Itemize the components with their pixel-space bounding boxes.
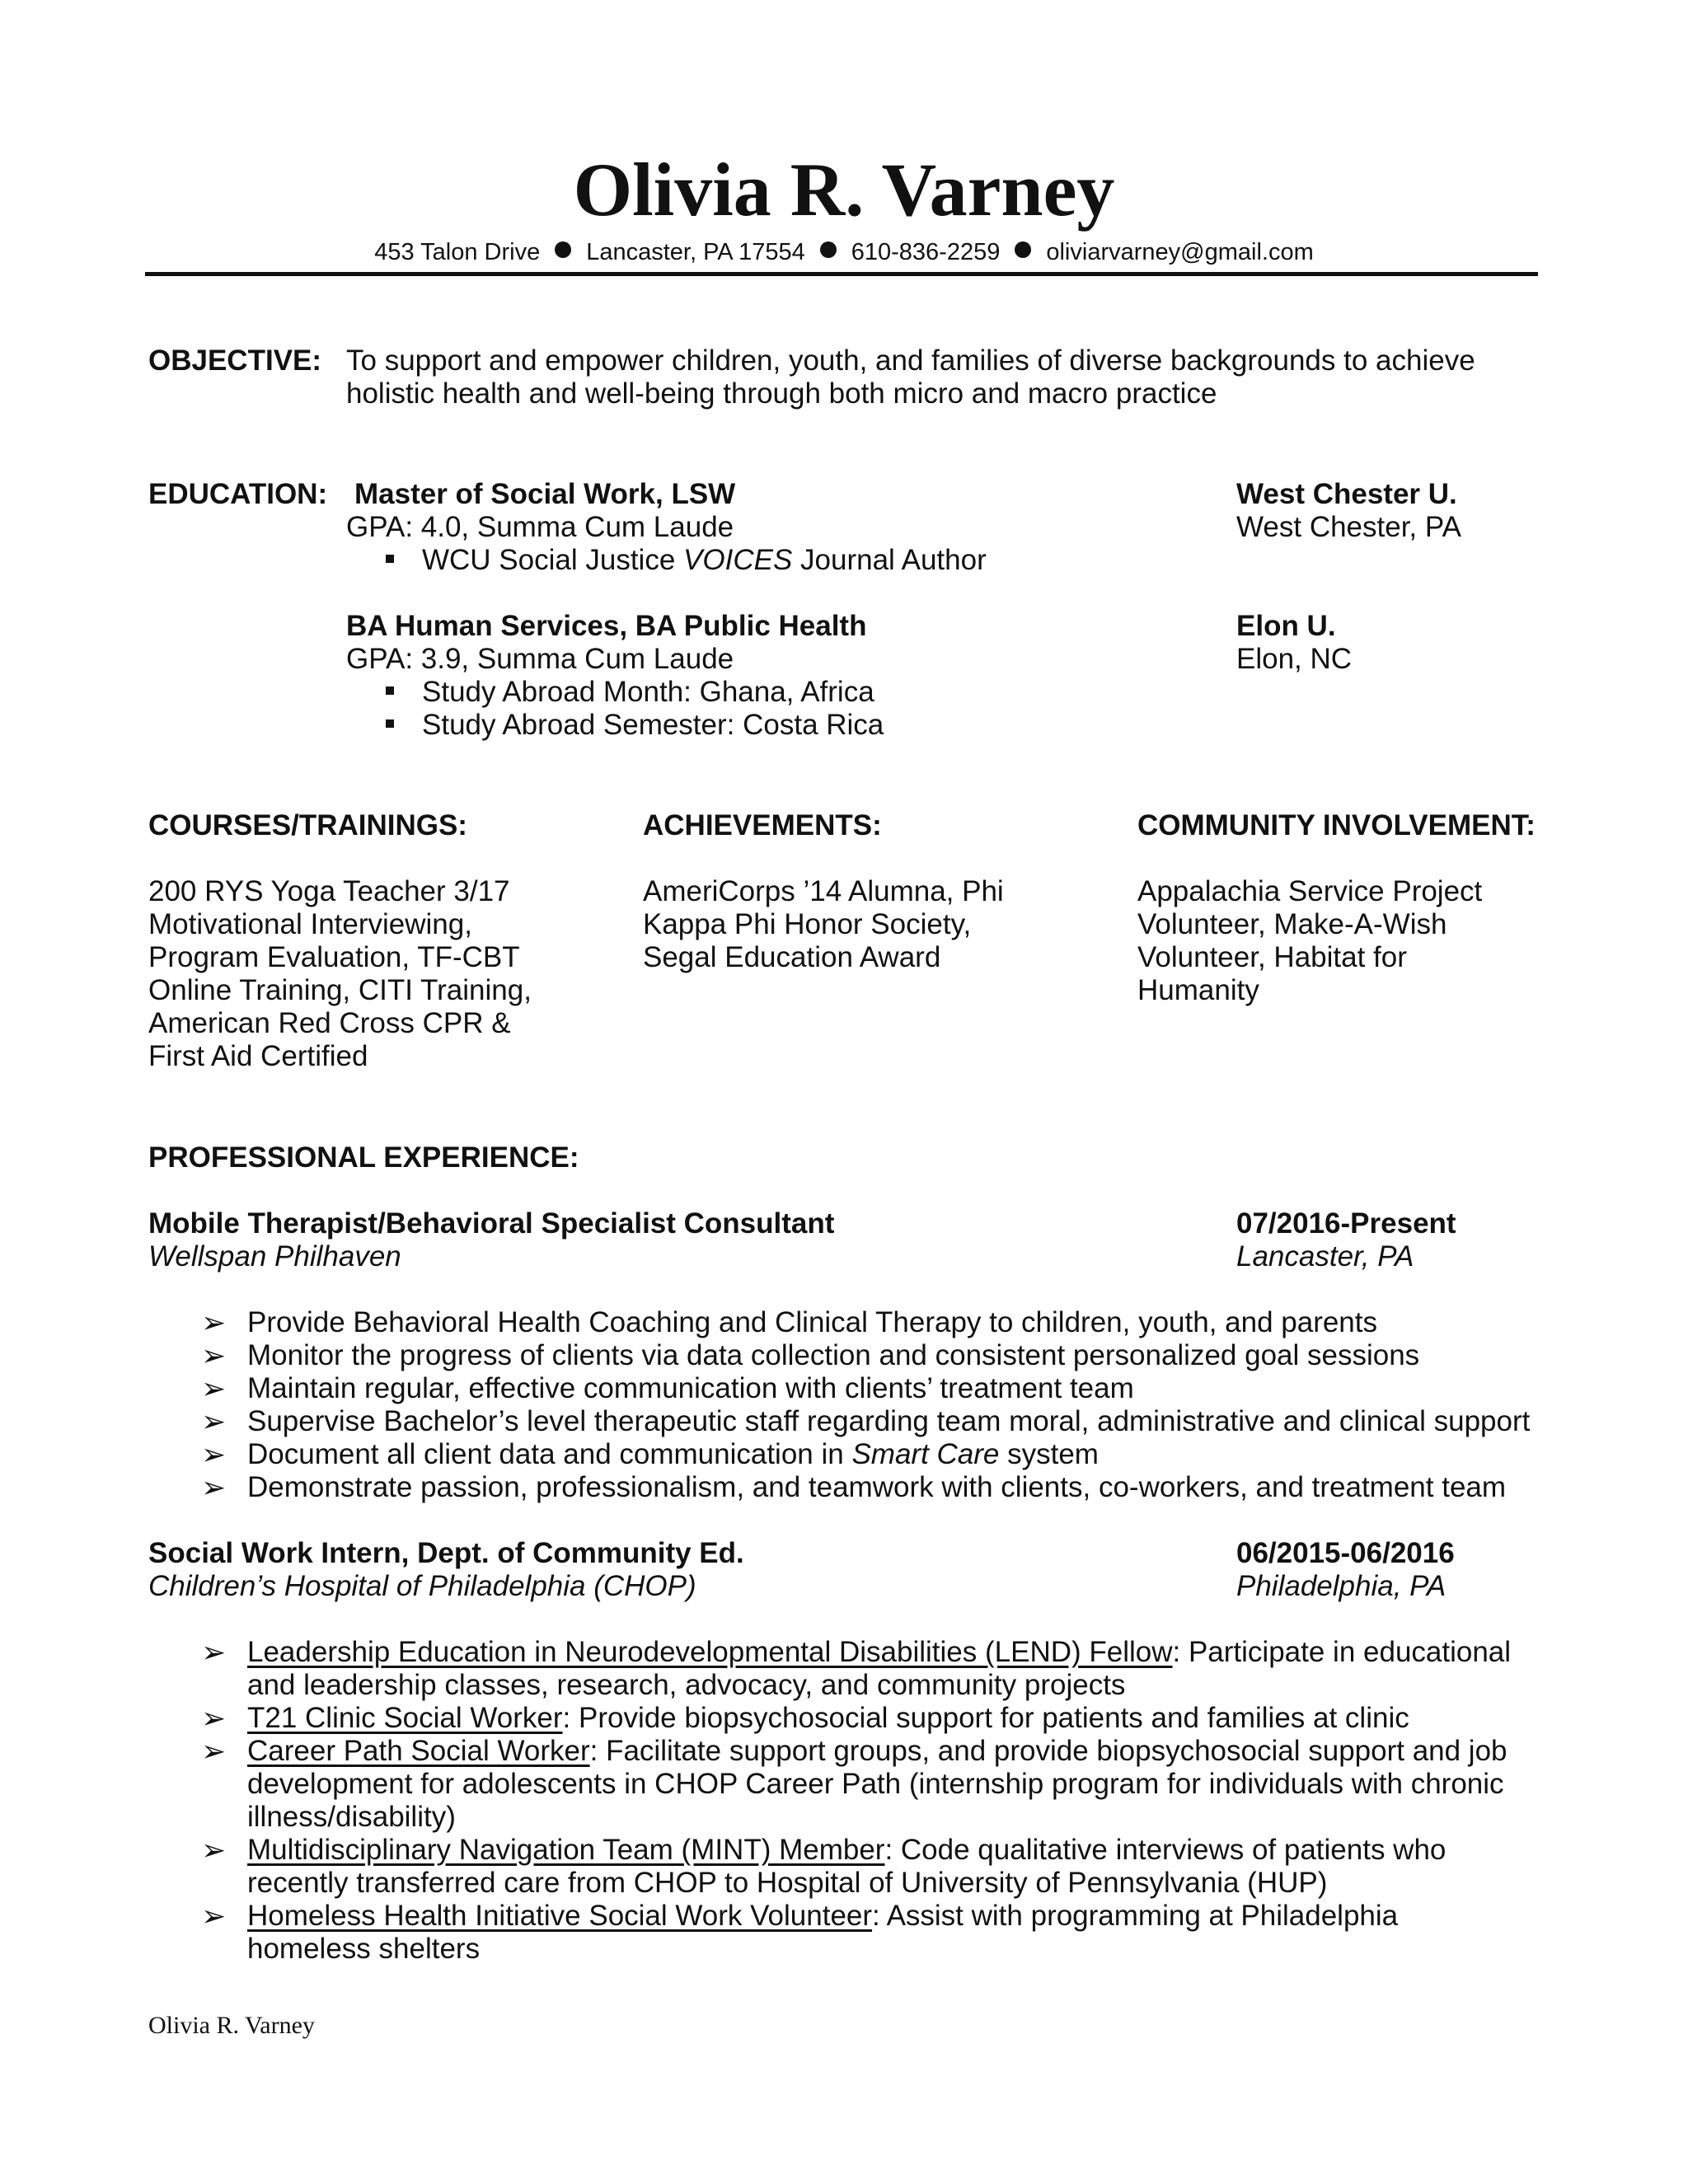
role-bullets xyxy=(201,1636,1602,1966)
job-bullet: Monitor the progress of clients via data collection and consistent personalized goal sessions xyxy=(247,1339,1420,1371)
bullet-dot xyxy=(820,241,837,258)
gpa: GPA: 3.9, Summa Cum Laude xyxy=(346,643,734,675)
email: oliviarvarney@gmail.com xyxy=(1046,239,1314,265)
role-title: Leadership Education in Neurodevelopmental Disabilities (LEND) Fellow xyxy=(247,1636,1173,1668)
arrow-bullet-icon: ➢ xyxy=(201,1470,227,1504)
job-title: Mobile Therapist/Behavioral Specialist Consultant xyxy=(148,1207,835,1240)
role-item: T21 Clinic Social Worker: Provide biopsychosocial support for patients and families at clinic xyxy=(247,1702,1409,1734)
arrow-bullet-icon: ➢ xyxy=(201,1734,227,1768)
objective-label: OBJECTIVE: xyxy=(148,344,322,377)
square-bullet-icon xyxy=(386,555,394,563)
job-location: Philadelphia, PA xyxy=(1236,1570,1447,1602)
job-bullet: Maintain regular, effective communication with clients’ treatment team xyxy=(247,1372,1134,1404)
role-item: Multidisciplinary Navigation Team (MINT) Member: Code qualitative interviews of patients who recently transferred care from CHOP to Hospital of University of Pennsylvania (HUP) xyxy=(247,1834,1447,1899)
square-bullet-icon xyxy=(386,719,394,728)
job-org: Wellspan Philhaven xyxy=(148,1240,401,1272)
experience-heading: PROFESSIONAL EXPERIENCE: xyxy=(148,1141,579,1174)
arrow-bullet-icon: ➢ xyxy=(201,1305,227,1339)
job-bullet: Provide Behavioral Health Coaching and Clinical Therapy to children, youth, and parents xyxy=(247,1306,1377,1338)
job-title: Social Work Intern, Dept. of Community Ed. xyxy=(148,1537,744,1569)
objective-line: holistic health and well-being through both micro and macro practice xyxy=(346,377,1217,410)
arrow-bullet-icon: ➢ xyxy=(201,1833,227,1867)
arrow-bullet-icon: ➢ xyxy=(201,1437,227,1471)
arrow-bullet-icon: ➢ xyxy=(201,1404,227,1438)
school-name: Elon U. xyxy=(1236,610,1336,642)
bullet-dot xyxy=(1015,241,1031,258)
arrow-bullet-icon: ➢ xyxy=(201,1899,227,1933)
education-bullet: Study Abroad Month: Ghana, Africa xyxy=(386,676,874,709)
phone: 610-836-2259 xyxy=(851,239,1001,265)
courses-list: 200 RYS Yoga Teacher 3/17 Motivational Interviewing, Program Evaluation, TF-CBT Online Training, CITI Training, American Red Cross CPR & First Aid Certified xyxy=(148,875,532,1072)
job-dates: 07/2016-Present xyxy=(1236,1207,1456,1240)
address: 453 Talon Drive xyxy=(374,239,541,265)
role-title: Multidisciplinary Navigation Team (MINT) Member xyxy=(247,1834,885,1866)
role-title: Homeless Health Initiative Social Work Volunteer xyxy=(247,1900,873,1932)
courses-heading: COURSES/TRAININGS: xyxy=(148,809,467,841)
role-item: Career Path Social Worker: Facilitate support groups, and provide biopsychosocial support and job development for adolescents in CHOP Career Path (internship program for individuals with chronic illness/disability) xyxy=(247,1735,1507,1833)
city: Lancaster, PA 17554 xyxy=(586,239,805,265)
education-label: EDUCATION: xyxy=(148,478,328,510)
resume-name: Olivia R. Varney xyxy=(573,148,1115,232)
arrow-bullet-icon: ➢ xyxy=(201,1635,227,1669)
gpa: GPA: 4.0, Summa Cum Laude xyxy=(346,511,734,543)
achievements-list: AmeriCorps ’14 Alumna, Phi Kappa Phi Honor Society, Segal Education Award xyxy=(643,875,1004,973)
achievements-heading: ACHIEVEMENTS: xyxy=(643,809,882,841)
job-bullet: Supervise Bachelor’s level therapeutic staff regarding team moral, administrative and clinical support xyxy=(247,1405,1531,1437)
community-heading: COMMUNITY INVOLVEMENT: xyxy=(1137,809,1536,841)
job-bullets xyxy=(201,1306,1602,1504)
arrow-bullet-icon: ➢ xyxy=(201,1371,227,1405)
job-dates: 06/2015-06/2016 xyxy=(1236,1537,1455,1569)
education-bullet: Study Abroad Semester: Costa Rica xyxy=(386,709,884,742)
school-location: West Chester, PA xyxy=(1236,511,1461,543)
school-location: Elon, NC xyxy=(1236,643,1353,675)
objective-text xyxy=(346,344,1475,410)
job-location: Lancaster, PA xyxy=(1236,1240,1414,1272)
role-item: Leadership Education in Neurodevelopmental Disabilities (LEND) Fellow: Participate in educational and leadership classes, research, advocacy, and community projects xyxy=(247,1636,1512,1701)
education-bullet: WCU Social Justice VOICES Journal Author xyxy=(386,544,987,577)
job-bullet: Document all client data and communication in Smart Care system xyxy=(247,1438,1099,1470)
objective-line: To support and empower children, youth, and families of diverse backgrounds to achieve xyxy=(346,344,1475,377)
square-bullet-icon xyxy=(386,687,394,695)
degree-title: Master of Social Work, LSW xyxy=(354,478,736,510)
job-bullet: Demonstrate passion, professionalism, and teamwork with clients, co-workers, and treatment team xyxy=(247,1471,1507,1503)
footer-name: Olivia R. Varney xyxy=(148,2012,315,2039)
arrow-bullet-icon: ➢ xyxy=(201,1701,227,1735)
role-item: Homeless Health Initiative Social Work Volunteer: Assist with programming at Philadelphia homeless shelters xyxy=(247,1900,1399,1965)
contact-line xyxy=(0,237,1688,267)
role-title: Career Path Social Worker xyxy=(247,1735,590,1767)
bullet-dot xyxy=(555,241,571,258)
school-name: West Chester U. xyxy=(1236,478,1457,510)
arrow-bullet-icon: ➢ xyxy=(201,1338,227,1372)
job-org: Children’s Hospital of Philadelphia (CHOP) xyxy=(148,1570,696,1602)
community-list: Appalachia Service Project Volunteer, Make-A-Wish Volunteer, Habitat for Humanity xyxy=(1137,875,1483,1006)
header-divider xyxy=(145,272,1538,276)
role-title: T21 Clinic Social Worker xyxy=(247,1702,563,1734)
degree-title: BA Human Services, BA Public Health xyxy=(346,610,867,642)
